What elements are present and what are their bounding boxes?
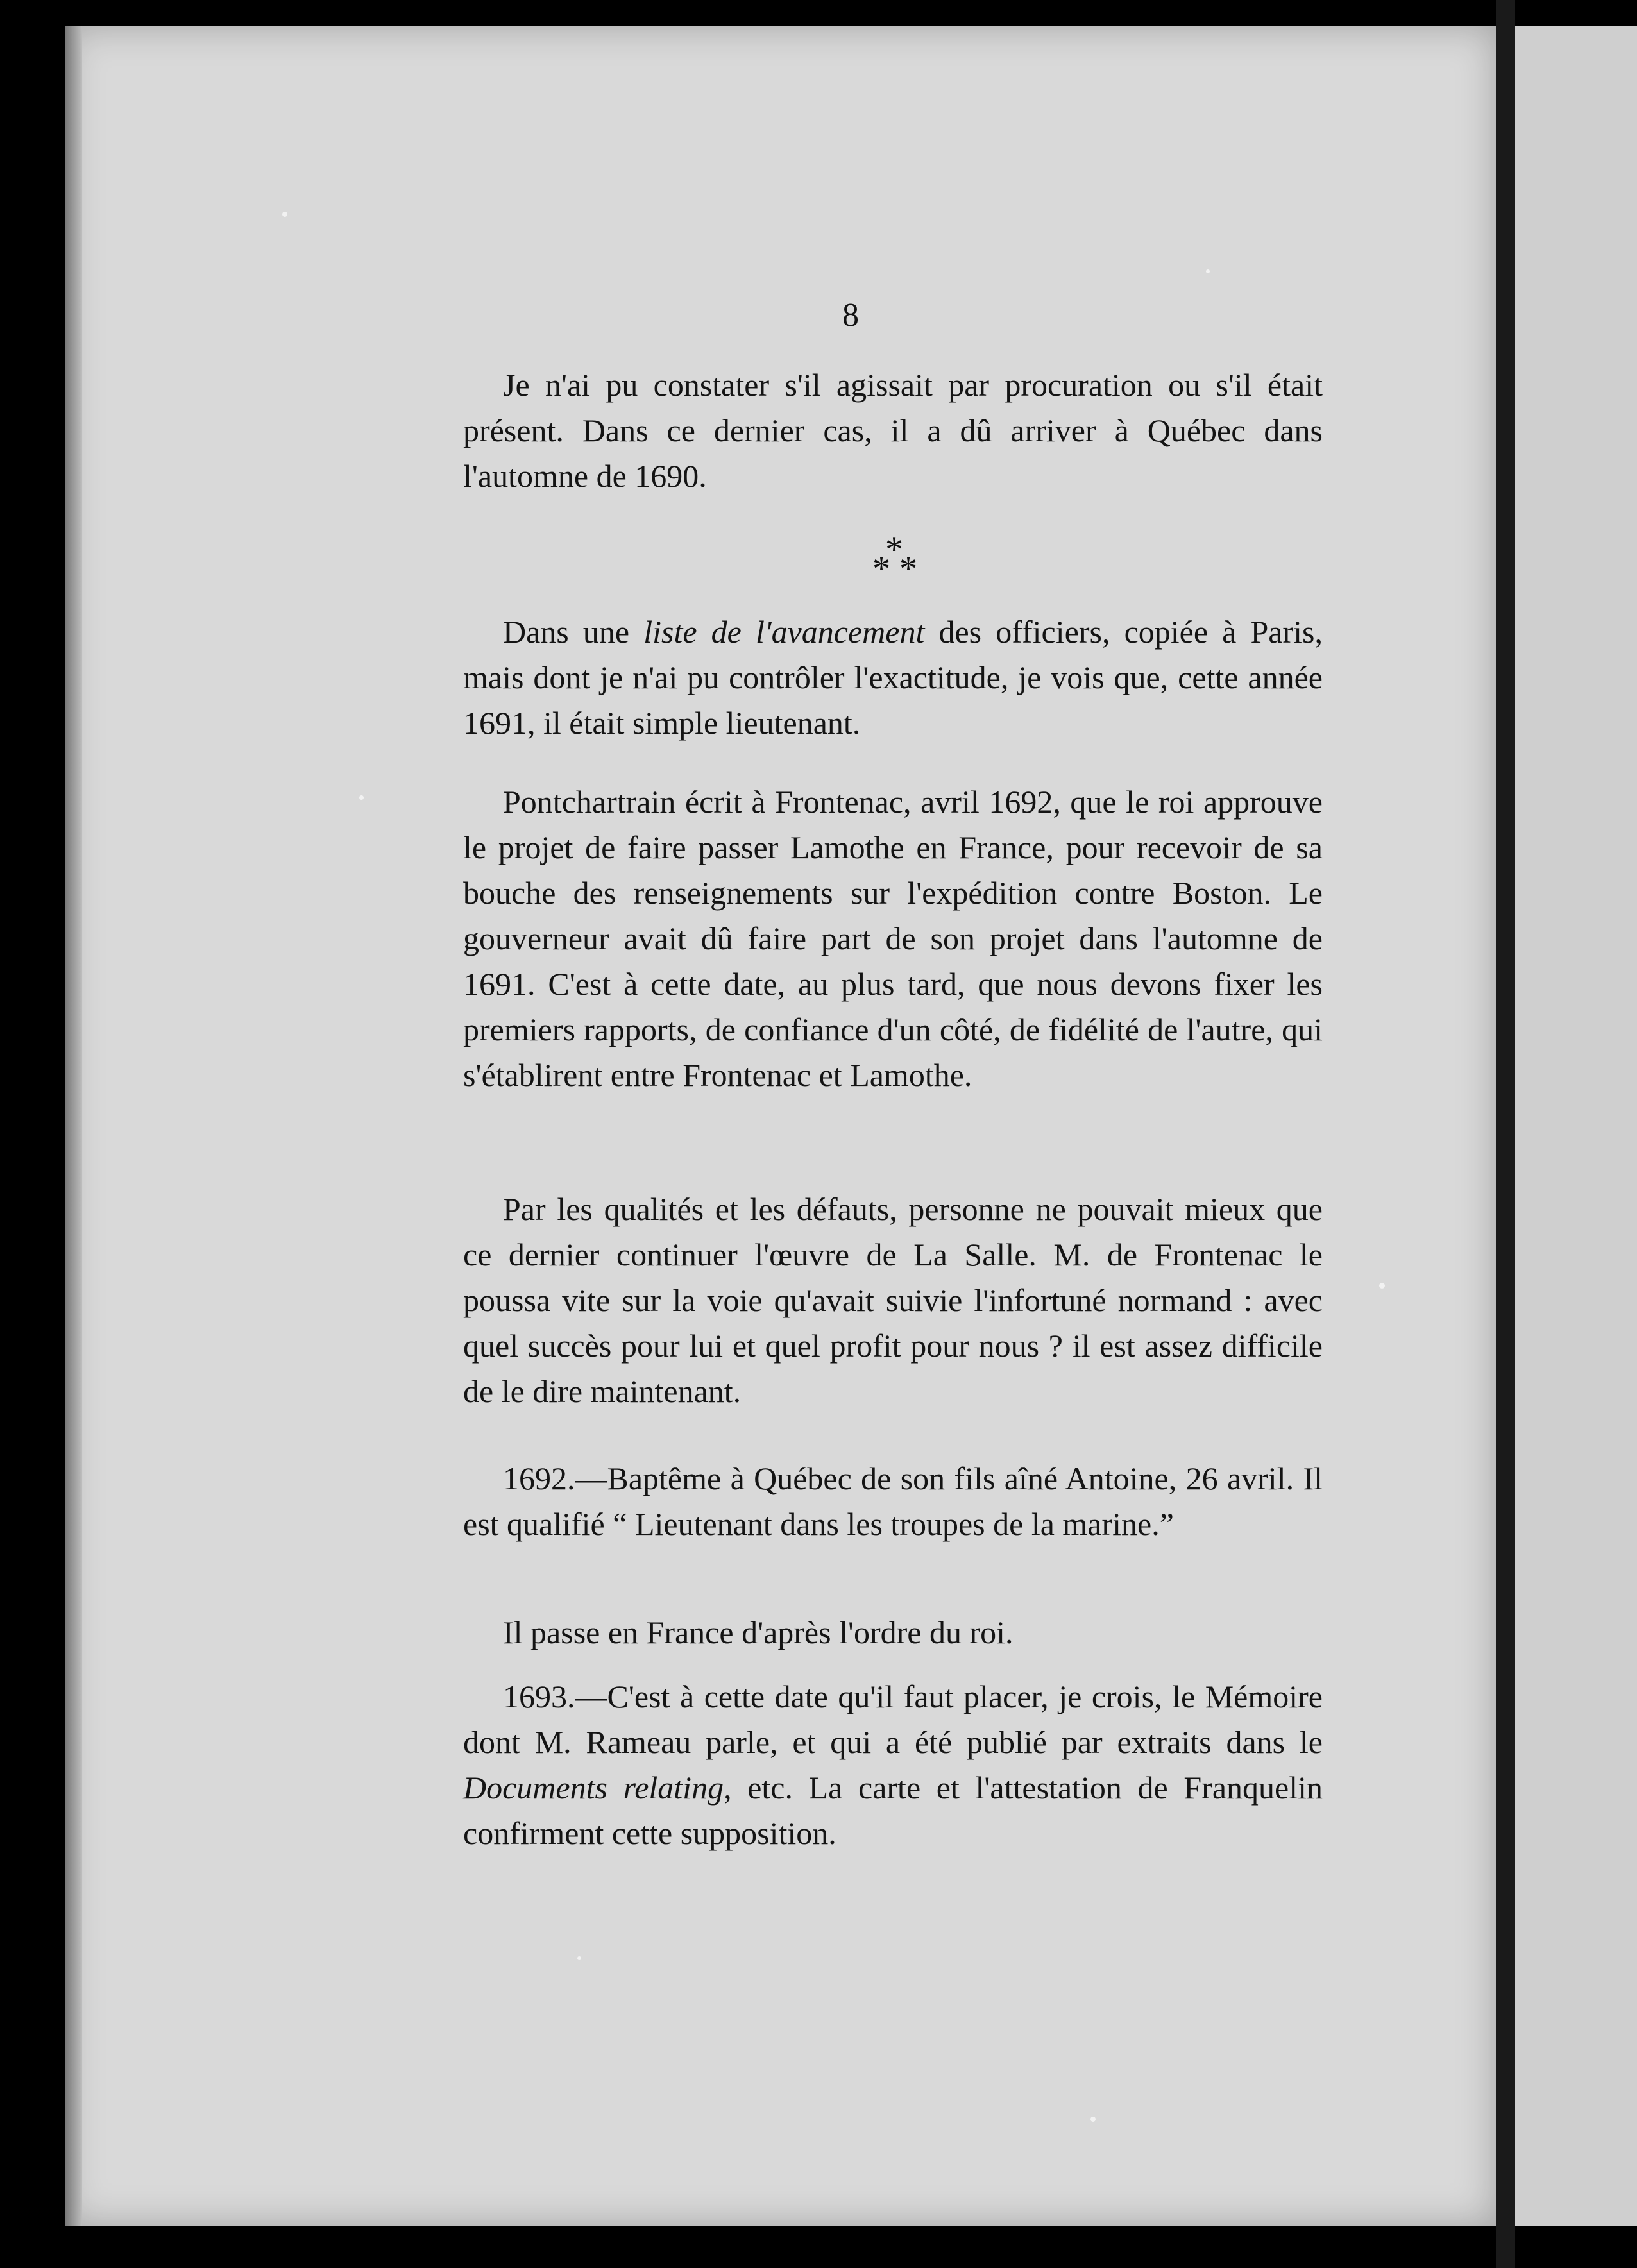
asterisk-left: * (872, 549, 890, 589)
paragraph-7 (463, 1674, 1323, 1856)
paragraph-4 (463, 1187, 1323, 1414)
paragraph-2 (463, 609, 1323, 746)
section-asterism (872, 523, 949, 589)
paragraph-tail: des officiers, copiée à Paris, mais dont je n'ai pu contrôler l'exactitude, je vois que, cette année 1691, il était simple lieutenant. (463, 614, 1323, 741)
dust-speck (1206, 269, 1210, 273)
italic-phrase: Documents relating (463, 1770, 724, 1806)
paragraph-6 (463, 1610, 1323, 1655)
paragraph-text: Par les qualités et les défauts, personne ne pouvait mieux que ce dernier continuer l'œuvre de La Salle. M. de Frontenac le poussa vite sur la voie qu'avait suivie l'infortuné normand : avec quel succès pour lui et quel profit pour nous ? il est assez difficile de le dire maintenant. (463, 1191, 1323, 1409)
page-edge-left (65, 26, 82, 2226)
paragraph-text (463, 609, 1323, 746)
paragraph-1 (463, 362, 1323, 499)
paragraph-text: Je n'ai pu constater s'il agissait par procuration ou s'il était présent. Dans ce dernier cas, il a dû arriver à Québec dans l'automne de 1690. (463, 367, 1323, 494)
paragraph-lead: Dans une (503, 614, 644, 650)
paragraph-text: Pontchartrain écrit à Frontenac, avril 1692, que le roi approuve le projet de faire passer Lamothe en France, pour recevoir de sa bouche des renseignements sur l'expédition contre Boston. Le gouverneur avait dû faire part de son projet dans l'automne de 1691. C'est à cette date, au plus tard, que nous devons fixer les premiers rapports, de confiance d'un côté, de fidélité de l'autre, qui s'établirent entre Frontenac et Lamothe. (463, 784, 1323, 1093)
asterisk-right: * (899, 549, 917, 589)
paragraph-5 (463, 1456, 1323, 1547)
paragraph-3 (463, 779, 1323, 1098)
paragraph-text: Il passe en France d'après l'ordre du roi. (503, 1614, 1014, 1650)
dust-speck (577, 1956, 581, 1960)
paragraph-tail: , etc. La carte et l'attestation de Franquelin confirment cette supposition. (463, 1770, 1323, 1851)
dust-speck (1090, 2117, 1096, 2122)
dust-speck (282, 212, 287, 217)
page-sheet (65, 26, 1496, 2226)
italic-phrase: liste de l'avancement (643, 614, 925, 650)
adjacent-page-edge (1515, 26, 1637, 2226)
paragraph-text (463, 1674, 1323, 1856)
page-number: 8 (842, 297, 859, 334)
paragraph-text: 1692.—Baptême à Québec de son fils aîné Antoine, 26 avril. Il est qualifié “ Lieutenant dans les troupes de la marine.” (463, 1460, 1323, 1542)
book-gutter (1496, 0, 1515, 2268)
dust-speck (359, 795, 364, 800)
dust-speck (1379, 1283, 1385, 1289)
asterisk-top: * (885, 530, 903, 570)
paragraph-lead: 1693.—C'est à cette date qu'il faut placer, je crois, le Mémoire dont M. Rameau parle, et qui a été publié par extraits dans le (463, 1679, 1323, 1760)
